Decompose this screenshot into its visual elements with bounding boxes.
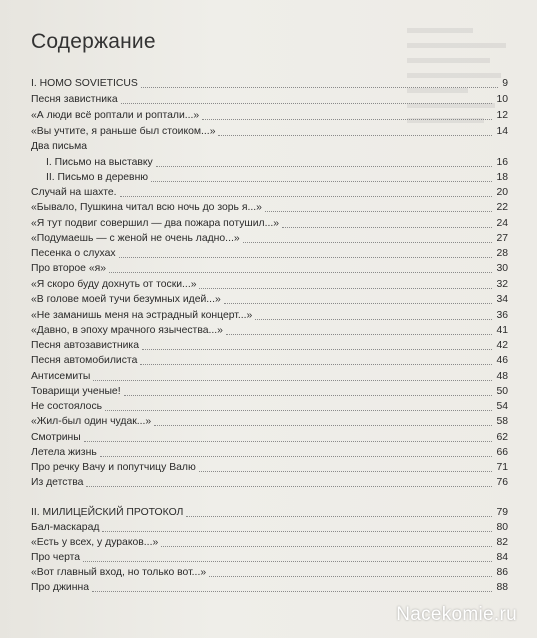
dot-leader — [102, 531, 492, 532]
toc-entry — [0, 552, 537, 564]
dot-leader — [105, 410, 492, 411]
dot-leader — [255, 319, 492, 320]
toc-page-number: 80 — [496, 522, 508, 533]
dot-leader — [151, 181, 492, 182]
toc-entry-title: Песня завистника — [31, 94, 118, 105]
toc-page-number: 71 — [496, 462, 508, 473]
toc-entry-title: «Я тут подвиг совершил — два пожара потушил...» — [31, 218, 280, 229]
toc-entry-title: «Подумаешь — с женой не очень ладно...» — [31, 233, 240, 244]
dot-leader — [109, 272, 492, 273]
dot-leader — [265, 211, 492, 212]
dot-leader — [119, 257, 492, 258]
toc-entry — [0, 416, 537, 428]
toc-entry-title: Антисемиты — [31, 371, 91, 382]
toc-page-number: 84 — [496, 552, 508, 563]
toc-page-number: 42 — [496, 340, 508, 351]
dot-leader — [140, 364, 492, 365]
toc-entry — [0, 325, 537, 337]
toc-entry-title: «Не заманишь меня на эстрадный концерт...» — [31, 310, 253, 321]
toc-entry — [0, 294, 537, 306]
toc-page-number: 20 — [496, 187, 508, 198]
page-title: Содержание — [31, 30, 156, 53]
toc-entry — [0, 279, 537, 291]
toc-section-heading — [0, 507, 537, 519]
dot-leader — [100, 456, 492, 457]
toc-entry-title: Песня автозавистника — [31, 340, 139, 351]
toc-entry-title: «Вы учтите, я раньше был стоиком...» — [31, 126, 216, 137]
toc-entry-title: Про джинна — [31, 582, 89, 593]
toc-page-number: 79 — [496, 507, 508, 518]
toc-page-number: 66 — [496, 447, 508, 458]
toc-page-number: 18 — [496, 172, 508, 183]
toc-page-number: 14 — [496, 126, 508, 137]
toc-page-number: 32 — [496, 279, 508, 290]
toc-entry — [0, 567, 537, 579]
toc-entry-title: I. Письмо на выставку — [46, 157, 153, 168]
dot-leader — [141, 87, 498, 88]
dot-leader — [186, 516, 492, 517]
toc-page-number: 76 — [496, 477, 508, 488]
toc-entry — [0, 386, 537, 398]
dot-leader — [142, 349, 492, 350]
toc-page-number: 54 — [496, 401, 508, 412]
watermark: Nacekomie.ru — [396, 604, 517, 625]
toc-entry-title: Песня автомобилиста — [31, 355, 138, 366]
toc-page-number: 12 — [496, 110, 508, 121]
toc-entry — [0, 371, 537, 383]
toc-entry — [0, 477, 537, 489]
toc-entry — [0, 582, 537, 594]
dot-leader — [120, 196, 492, 197]
toc-entry-title: Смотрины — [31, 432, 81, 443]
dot-leader — [156, 166, 492, 167]
dot-leader — [243, 242, 492, 243]
toc-entry — [0, 202, 537, 214]
toc-entry-title: Два письма — [31, 141, 88, 152]
toc-entry-title: Про второе «я» — [31, 263, 107, 274]
dot-leader — [209, 576, 492, 577]
toc-entry-title: Про черта — [31, 552, 81, 563]
toc-page-number: 62 — [496, 432, 508, 443]
toc-page-number: 28 — [496, 248, 508, 259]
dot-leader — [154, 425, 492, 426]
toc-page-number: 24 — [496, 218, 508, 229]
toc-entry — [0, 447, 537, 459]
toc-entry — [0, 141, 537, 153]
toc-entry-title: Из детства — [31, 477, 84, 488]
toc-entry — [0, 355, 537, 367]
dot-leader — [86, 486, 492, 487]
dot-leader — [199, 288, 492, 289]
toc-page-number: 88 — [496, 582, 508, 593]
toc-entry — [0, 233, 537, 245]
toc-entry-title: II. МИЛИЦЕЙСКИЙ ПРОТОКОЛ — [31, 507, 184, 518]
toc-entry — [0, 340, 537, 352]
toc-entry — [0, 537, 537, 549]
toc-entry-title: I. HOMO SOVIETICUS — [31, 78, 138, 89]
toc-page-number: 50 — [496, 386, 508, 397]
toc-entry-title: «Давно, в эпоху мрачного язычества...» — [31, 325, 223, 336]
toc-page-number: 34 — [496, 294, 508, 305]
dot-leader — [161, 546, 492, 547]
toc-page-number: 41 — [496, 325, 508, 336]
dot-leader — [83, 561, 492, 562]
toc-entry-title: «А люди всё роптали и роптали...» — [31, 110, 200, 121]
toc-page-number: 36 — [496, 310, 508, 321]
dot-leader — [93, 380, 492, 381]
toc-entry — [0, 110, 537, 122]
toc-page-number: 48 — [496, 371, 508, 382]
toc-entry — [0, 172, 537, 184]
toc-entry — [0, 432, 537, 444]
toc-entry — [0, 126, 537, 138]
dot-leader — [84, 441, 492, 442]
toc-entry — [0, 462, 537, 474]
toc-page-number: 9 — [502, 78, 508, 89]
dot-leader — [224, 303, 492, 304]
toc-page-number: 86 — [496, 567, 508, 578]
toc-entry-title: «Вот главный вход, но только вот...» — [31, 567, 207, 578]
toc-page-number: 22 — [496, 202, 508, 213]
toc-entry-title: Не состоялось — [31, 401, 103, 412]
toc-entry — [0, 401, 537, 413]
toc-entry-title: «Есть у всех, у дураков...» — [31, 537, 159, 548]
dot-leader — [282, 227, 492, 228]
toc-entry — [0, 263, 537, 275]
toc-entry-title: Бал-маскарад — [31, 522, 100, 533]
dot-leader — [199, 471, 492, 472]
toc-entry-title: II. Письмо в деревню — [46, 172, 149, 183]
toc-entry-title: Про речку Вачу и попутчицу Валю — [31, 462, 196, 473]
toc-entry — [0, 94, 537, 106]
toc-page-number: 82 — [496, 537, 508, 548]
toc-entry-title: «Я скоро буду дохнуть от тоски...» — [31, 279, 197, 290]
toc-page-number: 10 — [496, 94, 508, 105]
dot-leader — [226, 334, 492, 335]
dot-leader — [121, 103, 492, 104]
toc-page-number: 46 — [496, 355, 508, 366]
toc-page-number: 27 — [496, 233, 508, 244]
dot-leader — [202, 119, 492, 120]
toc-page-number: 16 — [496, 157, 508, 168]
toc-entry-title: «В голове моей тучи безумных идей...» — [31, 294, 221, 305]
toc-page-number: 58 — [496, 416, 508, 427]
toc-entry-title: Песенка о слухах — [31, 248, 116, 259]
toc-entry-title: Товарищи ученые! — [31, 386, 121, 397]
toc-entry — [0, 157, 537, 169]
toc-entry — [0, 310, 537, 322]
toc-entry — [0, 248, 537, 260]
dot-leader — [218, 135, 492, 136]
toc-entry — [0, 218, 537, 230]
toc-entry — [0, 522, 537, 534]
toc-entry — [0, 187, 537, 199]
toc-entry-title: Летела жизнь — [31, 447, 97, 458]
toc-page-number: 30 — [496, 263, 508, 274]
toc-entry-title: «Жил-был один чудак...» — [31, 416, 152, 427]
dot-leader — [124, 395, 492, 396]
toc-entry-title: «Бывало, Пушкина читал всю ночь до зорь я...» — [31, 202, 262, 213]
toc-section-heading — [0, 78, 537, 90]
toc-entry-title: Случай на шахте. — [31, 187, 117, 198]
dot-leader — [92, 591, 492, 592]
